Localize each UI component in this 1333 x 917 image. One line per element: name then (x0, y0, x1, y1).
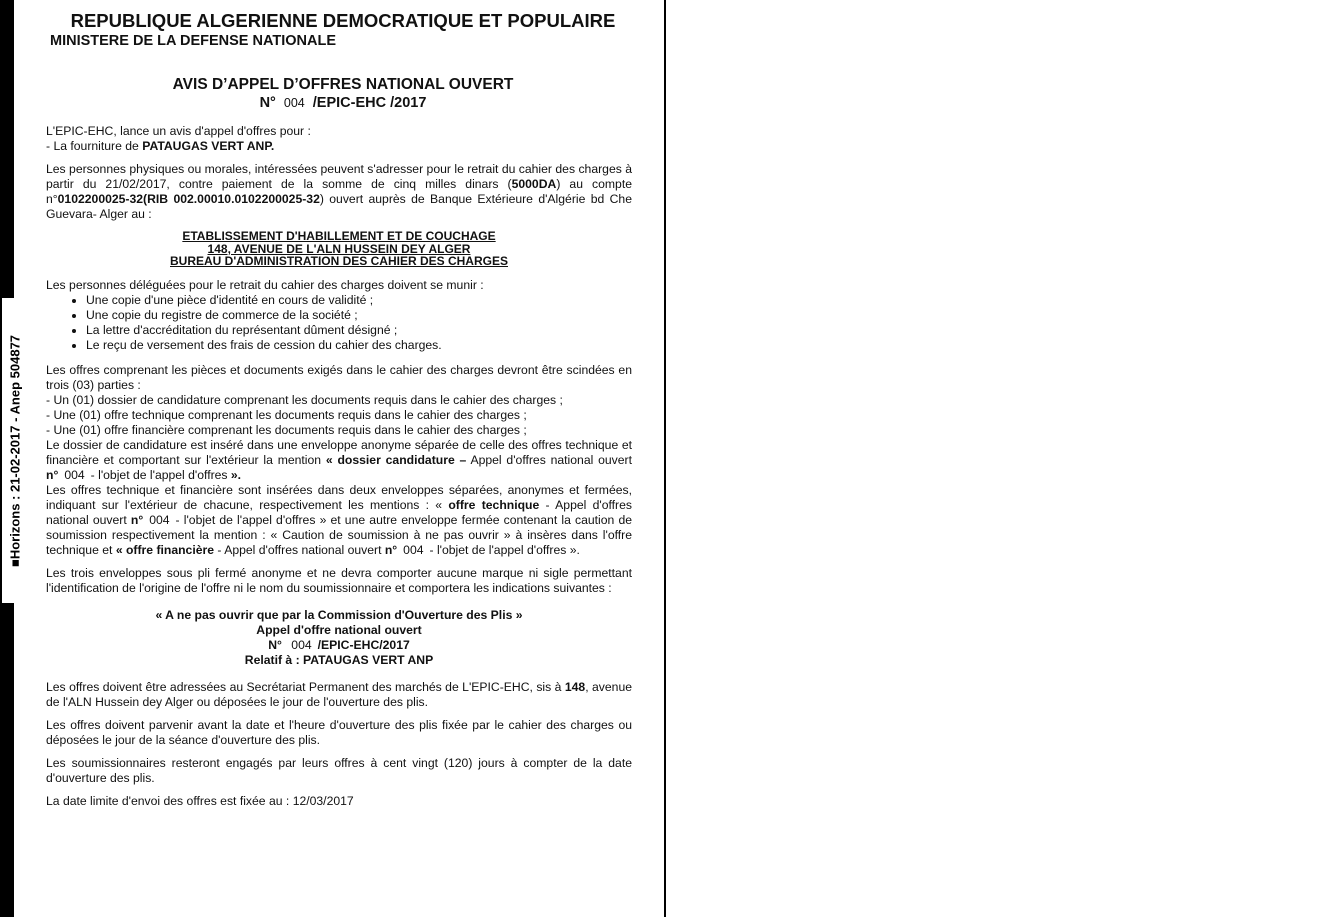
indication-number-suffix: /EPIC-EHC/2017 (317, 637, 410, 652)
submission-text-1: Les offres doivent être adressées au Secrétariat Permanent des marchés de L'EPIC-EHC, sis à (46, 679, 562, 694)
submission-street-number: 148 (564, 679, 586, 694)
financial-mention: « offre financière (115, 542, 215, 557)
supply-prefix: - La fourniture de (46, 139, 139, 153)
envelope-indications (46, 608, 632, 668)
retrait-account: 0102200025-32(RIB 002.00010.0102200025-32 (57, 192, 320, 206)
indication-number-value: 004 (291, 637, 312, 652)
intro-line: L'EPIC-EHC, lance un avis d'appel d'offres pour : (46, 124, 311, 138)
supply-line (46, 139, 632, 154)
submission-text-2: , avenue de l'ALN Hussein dey Alger ou déposées le jour de l'ouverture des plis. (46, 679, 632, 709)
candidature-text-1: Le dossier de candidature est inséré dans une enveloppe anonyme séparée de celle des offres technique et financière et comportant sur l'extérieur la mention (46, 437, 632, 467)
notice-title: AVIS D’APPEL D’OFFRES NATIONAL OUVERT (172, 76, 514, 93)
retrait-date: 21/02/2017 (105, 177, 167, 191)
offers-intro: Les offres comprenant les pièces et documents exigés dans le cahier des charges devront être scindées en trois (03) parties : (46, 362, 632, 392)
notice-number (54, 94, 632, 112)
retrait-paragraph (46, 162, 632, 222)
offers-part-2: - Une (01) offre technique comprenant les documents requis dans le cahier des charges ; (46, 407, 527, 422)
retrait-text-2: , contre paiement de la somme de cinq milles dinars ( (166, 177, 512, 191)
ministry-heading: MINISTERE DE LA DEFENSE NATIONALE (50, 33, 336, 49)
candidature-close: ». (230, 467, 242, 482)
candidature-text-2: Appel d'offres national ouvert (470, 452, 632, 467)
envelopes-paragraph: Les trois enveloppes sous pli fermé anonyme et ne devra comporter aucune marque ni sigle permettant l'identification de l'origine de l'offre ni le nom du soumissionnaire et comportera les indications suivantes : (46, 565, 632, 595)
establishment-address (46, 230, 632, 268)
list-item: • La lettre d'accréditation du représentant dûment désigné ; (86, 323, 632, 338)
candidature-mention: « dossier candidature – (325, 452, 467, 467)
tech-mention: offre technique (448, 497, 540, 512)
delegates-intro: Les personnes déléguées pour le retrait du cahier des charges doivent se munir : (46, 277, 484, 292)
candidature-paragraph (46, 438, 632, 483)
tech-text-3: - l'objet de l'appel d'offres » et une autre enveloppe fermée contenant la caution de soumission respectivement la mention : « Caution de soumission à ne pas ouvrir » à insères dans l'offre technique et (46, 512, 632, 557)
candidature-number: 004 (64, 467, 85, 482)
final-deadline-label: La date limite d'envoi des offres est fixée au : (46, 793, 290, 808)
tech-text-2: - Appel d'offres national ouvert (46, 497, 632, 527)
publication-stamp (2, 298, 27, 603)
list-item: • Le reçu de versement des frais de cession du cahier des charges. (86, 338, 632, 353)
tech-text-5: - l'objet de l'appel d'offres ». (429, 542, 580, 557)
final-deadline-date: 12/03/2017 (292, 793, 354, 808)
indication-line-3 (46, 638, 632, 653)
offers-part-3: - Une (01) offre financière comprenant les documents requis dans le cahier des charges ; (46, 422, 527, 437)
document-right-border (664, 0, 666, 917)
retrait-text-4: ) ouvert auprès de Banque Extérieure d'Algérie bd Che Guevara- Alger au : (46, 192, 632, 221)
notice-number-prefix: N° (259, 95, 276, 111)
validity-paragraph: Les soumissionnaires resteront engagés par leurs offres à cent vingt (120) jours à compter de la date d'ouverture des plis. (46, 755, 632, 785)
publication-stamp-text: ■Horizons : 21-02-2017 - Anep 504877 (7, 334, 22, 567)
retrait-text-1: Les personnes physiques ou morales, intéressées peuvent s'adresser pour le retrait du cahier des charges à partir du (46, 162, 632, 191)
notice-number-suffix: /EPIC-EHC /2017 (312, 95, 427, 111)
list-item: • Une copie d'une pièce d'identité en cours de validité ; (86, 293, 632, 308)
technical-financial-paragraph (46, 483, 632, 558)
submission-address-paragraph (46, 680, 632, 710)
financial-no-label: n° (384, 542, 398, 557)
required-documents-list (46, 293, 632, 353)
tech-no-label: n° (130, 512, 144, 527)
address-line-1: ETABLISSEMENT D'HABILLEMENT ET DE COUCHAGE (182, 229, 496, 243)
address-line-2: 148, AVENUE DE L'ALN HUSSEIN DEY ALGER (207, 241, 471, 256)
final-deadline (46, 794, 632, 809)
candidature-no-label: n° (46, 467, 59, 482)
tech-text-4: - Appel d'offres national ouvert (217, 542, 382, 557)
indication-line-1: « A ne pas ouvrir que par la Commission d'Ouverture des Plis » (155, 607, 523, 622)
supply-item: PATAUGAS VERT ANP. (142, 139, 275, 153)
deadline-paragraph: Les offres doivent parvenir avant la date et l'heure d'ouverture des plis fixée par le cahier des charges ou déposées le jour de la séance d'ouverture des plis. (46, 717, 632, 747)
indication-line-4: Relatif à : PATAUGAS VERT ANP (244, 652, 434, 667)
tender-notice (46, 10, 632, 817)
financial-number: 004 (403, 542, 424, 557)
republic-heading: REPUBLIQUE ALGERIENNE DEMOCRATIQUE ET POPULAIRE (70, 10, 616, 31)
indication-number-prefix: N° (268, 637, 282, 652)
retrait-amount: 5000DA (511, 177, 557, 191)
offers-part-1: - Un (01) dossier de candidature comprenant les documents requis dans le cahier des charges ; (46, 392, 563, 407)
list-item: • Une copie du registre de commerce de la société ; (86, 308, 632, 323)
candidature-text-3: - l'objet de l'appel d'offres (90, 467, 228, 482)
tech-text-1: Les offres technique et financière sont insérées dans deux enveloppes séparées, anonymes et fermées, indiquant sur l'extérieur de chacune, respectivement les mentions : « (46, 482, 632, 512)
tech-number: 004 (149, 512, 170, 527)
retrait-text-3: ) au compte n° (46, 177, 632, 206)
notice-number-value: 004 (283, 96, 305, 110)
indication-line-2: Appel d'offre national ouvert (256, 622, 422, 637)
address-line-3: BUREAU D'ADMINISTRATION DES CAHIER DES CHARGES (170, 254, 508, 268)
